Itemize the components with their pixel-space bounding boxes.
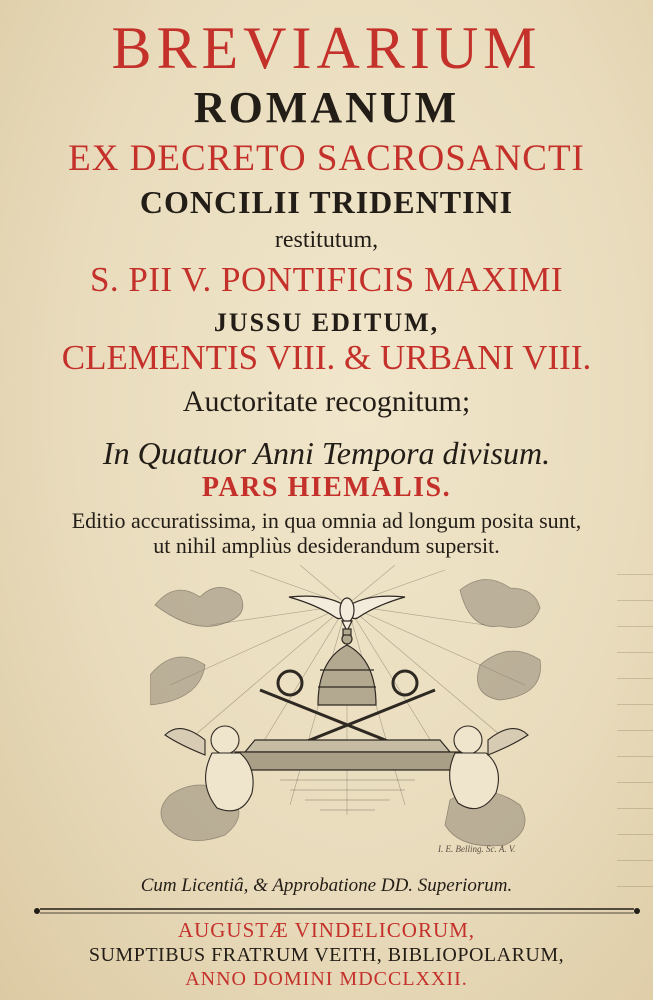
title-pars-hiemalis: PARS HIEMALIS. (201, 472, 452, 503)
engraver-signature: I. E. Belling. Sc. A. V. (438, 844, 516, 854)
title-romanum: ROMANUM (193, 83, 460, 132)
title-breviarium: BREVIARIUM (111, 15, 542, 81)
title-auctoritate: Auctoritate recognitum; (182, 385, 471, 418)
title-quatuor-tempora: In Quatuor Anni Tempora divisum. (102, 435, 551, 471)
papal-tiara (318, 629, 376, 705)
license-line: Cum Licentiâ, & Approbatione DD. Superiorum. (140, 875, 513, 896)
dove (289, 596, 405, 631)
title-clementis: CLEMENTIS VIII. & URBANI VIII. (61, 338, 592, 377)
ornamental-rule (32, 906, 642, 916)
altar (235, 740, 460, 770)
base-hatching (280, 780, 415, 810)
title-jussu-editum: JUSSU EDITUM, (213, 308, 440, 337)
imprint-city: AUGUSTÆ VINDELICORUM, (177, 918, 476, 942)
title-concilii: CONCILII TRIDENTINI (139, 184, 514, 220)
imprint-year: ANNO DOMINI MDCCLXXII. (185, 968, 468, 990)
title-restitutum: restitutum, (274, 227, 379, 253)
title-pii-v: S. PII V. PONTIFICIS MAXIMI (89, 260, 564, 299)
imprint-publisher: SUMPTIBUS FRATRUM VEITH, BIBLIOPOLARUM, (88, 944, 565, 966)
title-editio: Editio accuratissima, in qua omnia ad longum posita sunt, (71, 508, 582, 533)
title-ut-nihil: ut nihil ampliùs desiderandum supersit. (153, 533, 500, 558)
title-ex-decreto: EX DECRETO SACROSANCTI (68, 138, 585, 179)
engraving-illustration (150, 565, 545, 865)
show-through-text (617, 560, 653, 900)
